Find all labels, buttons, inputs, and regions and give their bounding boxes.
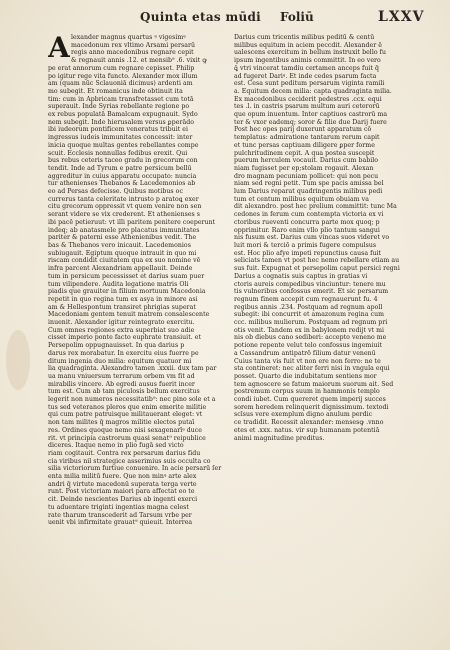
text-line: ctoribus rueventi concurra parte mox quoq; p: [234, 218, 380, 226]
text-line: tum est. Cum ab tam piculosis bellum exercitus: [48, 388, 200, 396]
text-line: animi magnitudine preditus.: [234, 434, 325, 442]
text-line: lexander magnus quartus ꝰ vigesimꝰ: [71, 34, 186, 41]
text-column-left: [48, 34, 234, 638]
text-line: pulchritudinem cepit. A qua postea suscepit: [234, 149, 375, 157]
text-line: seliciats tamen vt post hec nemo rebellare etiam au: [234, 257, 400, 265]
text-line: tur athenienses Thebanos & Lacedemonios ab: [48, 180, 196, 188]
text-line: am & Hellespontum transiret phrigias superat: [48, 303, 196, 311]
text-line: infra parcent Alexandriam appellauit. Deinde: [48, 265, 193, 273]
text-line: macedonum rex vltimo Arsami persarū: [71, 41, 195, 49]
text-line: indeq; ab anatasmele pro placatus immunitates: [48, 226, 200, 234]
text-line: sus fuit. Expugnat et persepolim caput persici regni: [234, 265, 400, 273]
text-line: ctoris aureis compedibus vinciuntur: tenere mu: [234, 280, 386, 288]
text-line: ipsum ingentibus animis committit. In eo vero: [234, 57, 381, 65]
text-line: niam sed regni petit. Tum spe pacis amissa bel: [234, 180, 384, 188]
text-line: nis fusum est. Darius cum vincas suos videret vo: [234, 234, 390, 242]
text-line: Darius cum tricentis milibus peditū & centū: [234, 34, 375, 41]
text-line: uenit vbi infirmitate grauat⁹ quieuit. Interrea: [48, 519, 193, 527]
text-line: diceres. Itaque nemo in plio fugā sed victo: [48, 442, 184, 450]
text-line: templatus: admiratione tantarum rerum capit: [234, 134, 380, 142]
text-line: scuit. Ecclesis nonnullas fedibus erexit. Qui: [48, 149, 188, 157]
text-line: puerum herculem vocauit. Darius cum babilo: [234, 157, 379, 165]
text-line: res. Ordines quoque nemo nisi sexagenarīꝰ duce: [48, 426, 202, 434]
text-line: milibus equitum in aciem peccdit. Alexander ē: [234, 41, 382, 49]
text-line: otis venit. Tandem ex in babylonem redijt vt mi: [234, 326, 385, 334]
text-line: cisset imperio ponte facto euphrate transiuit. et: [48, 334, 202, 342]
text-line: tes .l. in castris psarum multum auri ceterorū: [234, 103, 380, 111]
text-line: dit alexandro. post hec prelium committit: tunc Ma: [234, 203, 397, 211]
drop-cap-initial: A: [48, 34, 70, 64]
text-line: ꝗ̄ vtri vincerat tamdiu certamen anceps fuit q̄: [234, 64, 379, 72]
text-line: Persepolim oppugnauisset. In qua darius p: [48, 342, 185, 350]
text-line: currerus tanta celeritate intrusto p aratoꝗ exer: [48, 195, 199, 203]
text-line: enta milia militū fuere. Que non minꝰ arte alex: [48, 473, 197, 481]
text-line: repetit in quo regina tum ex asya in minore asi: [48, 295, 198, 303]
text-line: runt. Post victoriam maiori para affectat eo te: [48, 488, 195, 496]
text-line: pe erat annorum cum regnare cepisset. Philip: [48, 64, 195, 72]
text-line: ibi pacē petieruut: vt illi paritem penitere coeperunt: [48, 218, 216, 226]
text-line: subegit: ibi concurrit et amazonum regina cum: [234, 311, 385, 319]
text-line: tus sed veteranos pleros que enim emerite militie: [48, 403, 207, 411]
text-line: Cum omnes regiones extra superbiat suo adie: [48, 326, 195, 334]
text-line: Darius a cognatis suis captus in gratias vi: [234, 272, 368, 280]
text-line: a Cassandrum antipatrō filium datur venenū: [234, 349, 376, 357]
text-line: tendit. Inde ad Tyrum e patre persicum bellū: [48, 164, 192, 172]
text-line: darus rex morabatur. In exercitu eius fuerre pe: [48, 349, 199, 357]
text-line: bas & Thebanos vero inicauit. Lacedemonios: [48, 241, 191, 249]
text-line: serant videre se vix crederent. Et athenienses s: [48, 211, 201, 219]
text-line: tem agnoscere se fatum maiorum suorum ait. Sed: [234, 380, 394, 388]
text-line: Post hec opes parij duxerunt apparatum cō: [234, 126, 372, 134]
text-column-right: [234, 34, 420, 638]
text-line: tum et centum milibus equitum obuiam va: [234, 195, 369, 203]
text-line: cit. Deinde nescientes Darius ab ingenti exerci: [48, 496, 198, 504]
text-line: Ex macedonibus ceciderit pedestres .ccx. equi: [234, 95, 382, 103]
text-line: & regnauit annis .12. et mensib⁹ .6. vixit ꝙ: [71, 57, 207, 65]
text-line: ex rebus populatā Bamalcam expugnauit. Sydo: [48, 111, 198, 119]
text-line: ua manu vniuersum terrarum orbem vm fit ad: [48, 372, 195, 380]
text-line: aggreditur in cuius apparatu occupato: nuncia: [48, 172, 197, 180]
text-line: tis vulneribus confossus emerit. Et sic persarum: [234, 288, 389, 296]
text-line: rate tharum transcederit ad Tarsum vrbe per: [48, 511, 192, 519]
text-line: tim: cum in Apbricam transfretasset cum totā: [48, 95, 194, 103]
text-line: regnum finem accepit cum regnauerunt fu. 4: [234, 295, 378, 303]
text-line: scīsus vere exemplum digno anulum perdic: [234, 411, 373, 419]
text-line: luit mori & terciō a primis fugere compulsus: [234, 241, 377, 249]
text-line: mo subegit. Et romanicus inde obtinuit ita: [48, 87, 183, 95]
text-line: mirabilis vincere. Ab egredi ausus fuerit incer: [48, 380, 195, 388]
text-line: eo ad Persas defecisse. Quibus motibus oc: [48, 188, 183, 196]
text-line: ditum ingenia duo milia: equitum quatuor mi: [48, 357, 192, 365]
folio-number: LXXV: [378, 9, 425, 25]
text-line: citu grecorum oppressit vt quem venire non sen: [48, 203, 202, 211]
text-line: Cuius tanta vis fuit vt non ere non ferro: ne te: [234, 357, 381, 365]
text-line: andri q̄ virtute macedonū superata terga verte: [48, 480, 197, 488]
text-line: regis anno macedonibus regnare cepit: [71, 49, 194, 57]
text-line: piadis que grauiter in filium mortuum Macedonia: [48, 288, 206, 296]
text-line: cedones in ferum cum contempta victoria ex vi: [234, 211, 384, 219]
text-line: silia victoriorum furtiue conuenire. In acie persarū ſer: [48, 465, 222, 473]
paper-stain: [6, 330, 30, 390]
text-line: est. Cesa sunt peditum persarum viginta ramili: [234, 80, 385, 88]
page-header: [140, 10, 440, 30]
text-line: superauit. Inde Syrias rebellante regione po: [48, 103, 190, 111]
text-line: riam cogitauit. Contra rex persarum darius fidu: [48, 449, 201, 457]
running-title: Quinta etas mūdi: [140, 10, 262, 24]
text-line: nem subegit. Inde hierusalem versus ꝑperādo: [48, 118, 194, 126]
text-line: lia quadraginta. Alexandro tamen .xxxii. dux tam par: [48, 365, 217, 373]
text-line: ingressus iudeis immunitates concessit: inter: [48, 134, 193, 142]
text-line: tu aduentare triginti ingentias magna celest: [48, 503, 189, 511]
text-line: que opum inuentum. Inter captiuos castrorū ma: [234, 111, 388, 119]
text-line: est. Hoc plio afye impeti repunctius causa fuit: [234, 249, 382, 257]
text-line: opprimitur. Raro enim vllo plio tantum sangui: [234, 226, 380, 234]
text-line: legerit non numeros necessitatib⁹: nec pino sole et a: [48, 396, 216, 404]
text-line: postremum corpus suum in hammonis templo: [234, 388, 380, 396]
text-line: dro magnam pecuniam pollicet: qui non pecu: [234, 172, 379, 180]
text-line: ccc. milibus mulierum. Postquam ad regnum pri: [234, 319, 388, 327]
text-line: riscam condidit ciuitatem qua ex suo nomine vē: [48, 257, 201, 265]
text-line: niam fugisset per ep;stolam rogauit. Alexan: [234, 164, 374, 172]
text-line: cia viribus nil strategice asserimius suis occulta co: [48, 457, 211, 465]
text-line: condi iubet. Cum quereret quem imperij succes: [234, 396, 386, 404]
text-line: ce tradidit. Recessit alexander: mensesꝙ .vnno: [234, 419, 384, 427]
text-line: non tam milites q̄ magros militie electos putaī: [48, 419, 195, 427]
text-line: subiugauit. Egiptum quoque intrauit in quo mi: [48, 249, 197, 257]
text-line: nis ob diebus cano sediberi: accepto veneno me: [234, 334, 387, 342]
text-line: a. Equitum decem milia: capta quadraginta milia.: [234, 87, 392, 95]
text-line: inuenit. Alexander igitur reintegrato exercitu.: [48, 319, 195, 327]
text-line: ibi iudeorum pontificem veneratus tribuit ei: [48, 126, 189, 134]
text-line: po igitur rege vita functo. Alexander mox illum: [48, 72, 198, 80]
text-line: lum Darius reparat quadringentis milibus pedi: [234, 188, 383, 196]
text-line: sta contineret: nec aliter ferri nisi in vngula equi: [234, 365, 390, 373]
text-line: ualescens exercitum in bellum instruxit bello fu: [234, 49, 387, 57]
text-line: posset. Quarto die indubitatum sentiens mor: [234, 372, 377, 380]
folio-label: Foliū: [280, 10, 314, 24]
text-line: qui cum patre patruisque militauerant eleget: vt: [48, 411, 203, 419]
text-line: et tunc persas captiuam diligere ꝑper forme: [234, 141, 375, 149]
text-line: sorem heredem relinquerit dignissimum. textodi: [234, 403, 389, 411]
text-line: potione repente velut telo confossus ingemiuit: [234, 342, 383, 350]
text-line: am (quam nūc Sclauoniā dicimus) ardenti am: [48, 80, 193, 88]
text-line: Macedoniam gentem tenuit matrem consalescente: [48, 311, 210, 319]
text-line: regibus annis .234. Postquam ad regnum apoll: [234, 303, 383, 311]
text-line: pariter & paterni esse Athenienibus vedit. The: [48, 234, 197, 242]
text-line: rit. vt principia castrorum quasi senat⁹ reipublice: [48, 434, 206, 442]
text-line: tum vilipendere. Audita legatione matris Oli: [48, 280, 189, 288]
text-line: etes et .xxx. natus. vir sup humanam potentiā: [234, 426, 380, 434]
text-line: inicia quoque multas gentes rebellantes compe: [48, 141, 199, 149]
text-line: tum in persicum pecessisset et darius suam puer: [48, 272, 205, 280]
text-line: bus rebus ceteris taceo gradu in grecorum con: [48, 157, 198, 165]
text-line: ad fugeret Dariꝰ. Et inde cedes psarum facta: [234, 72, 377, 80]
text-line: ter & vxor eademq; soror & filie due Darij fuere: [234, 118, 387, 126]
